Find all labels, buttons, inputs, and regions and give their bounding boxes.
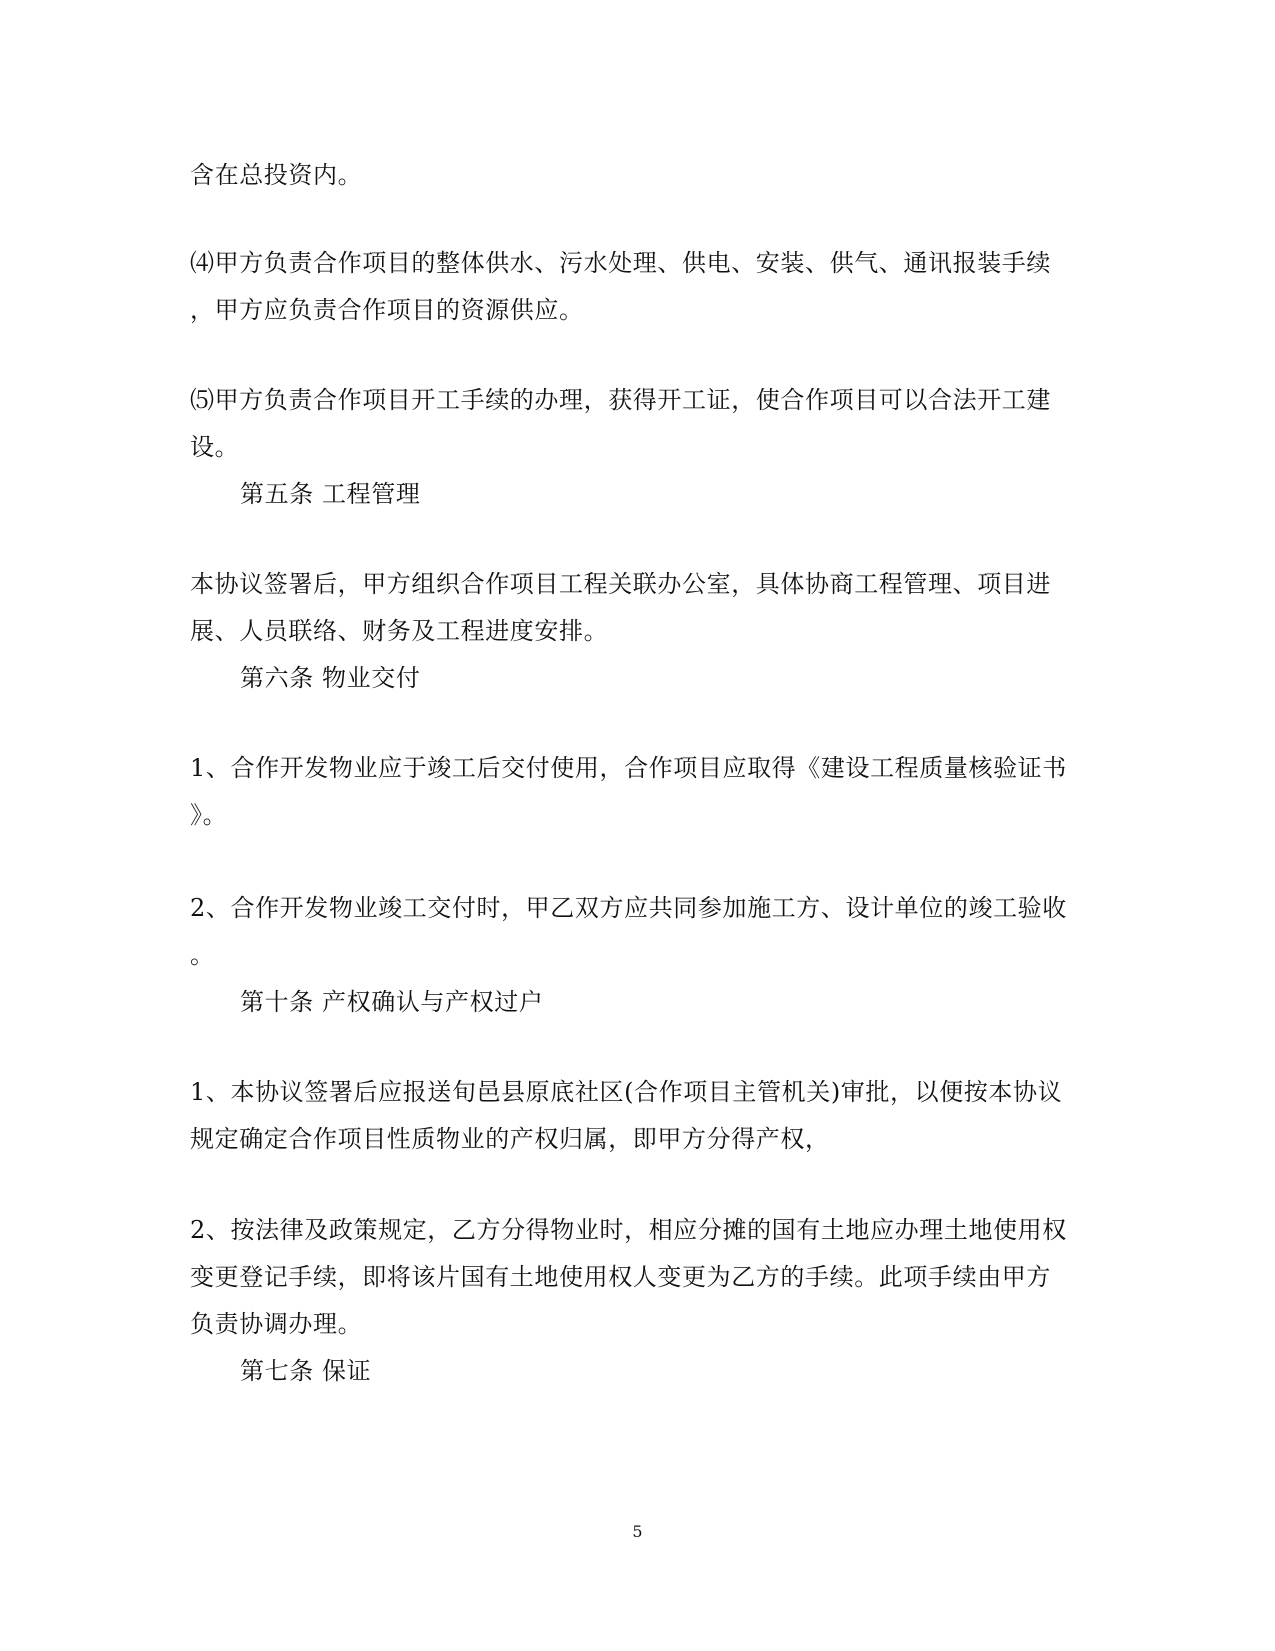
paragraph-line: 本协议签署后，甲方组织合作项目工程关联办公室，具体协商工程管理、项目进 [190, 570, 1051, 598]
paragraph-line: 设。 [190, 433, 240, 461]
paragraph-line: 1、合作开发物业应于竣工后交付使用，合作项目应取得《建设工程质量核验证书 [190, 754, 1067, 782]
paragraph-line: 负责协调办理。 [190, 1310, 363, 1338]
paragraph-line: 1、本协议签署后应报送旬邑县原底社区(合作项目主管机关)审批，以便按本协议 [190, 1078, 1063, 1106]
section-heading: 第十条 产权确认与产权过户 [240, 988, 544, 1016]
paragraph-line: 2、合作开发物业竣工交付时，甲乙双方应共同参加施工方、设计单位的竣工验收 [190, 894, 1067, 922]
paragraph-line: ，甲方应负责合作项目的资源供应。 [190, 296, 584, 324]
paragraph-line: 含在总投资内。 [190, 161, 363, 189]
section-heading: 第六条 物业交付 [240, 664, 421, 692]
paragraph-line: 变更登记手续，即将该片国有土地使用权人变更为乙方的手续。此项手续由甲方 [190, 1263, 1051, 1291]
section-heading: 第七条 保证 [240, 1357, 372, 1385]
paragraph-line: 》。 [190, 801, 228, 829]
paragraph-line: ⑸甲方负责合作项目开工手续的办理，获得开工证，使合作项目可以合法开工建 [190, 386, 1051, 414]
paragraph-line: 规定确定合作项目性质物业的产权归属，即甲方分得产权， [190, 1125, 830, 1153]
paragraph-line: 2、按法律及政策规定，乙方分得物业时，相应分摊的国有土地应办理土地使用权 [190, 1216, 1067, 1244]
paragraph-line: 。 [190, 941, 215, 969]
paragraph-line: ⑷甲方负责合作项目的整体供水、污水处理、供电、安装、供气、通讯报装手续 [190, 249, 1051, 277]
section-heading: 第五条 工程管理 [240, 480, 421, 508]
paragraph-line: 展、人员联络、财务及工程进度安排。 [190, 617, 609, 645]
page-number: 5 [632, 1522, 643, 1541]
